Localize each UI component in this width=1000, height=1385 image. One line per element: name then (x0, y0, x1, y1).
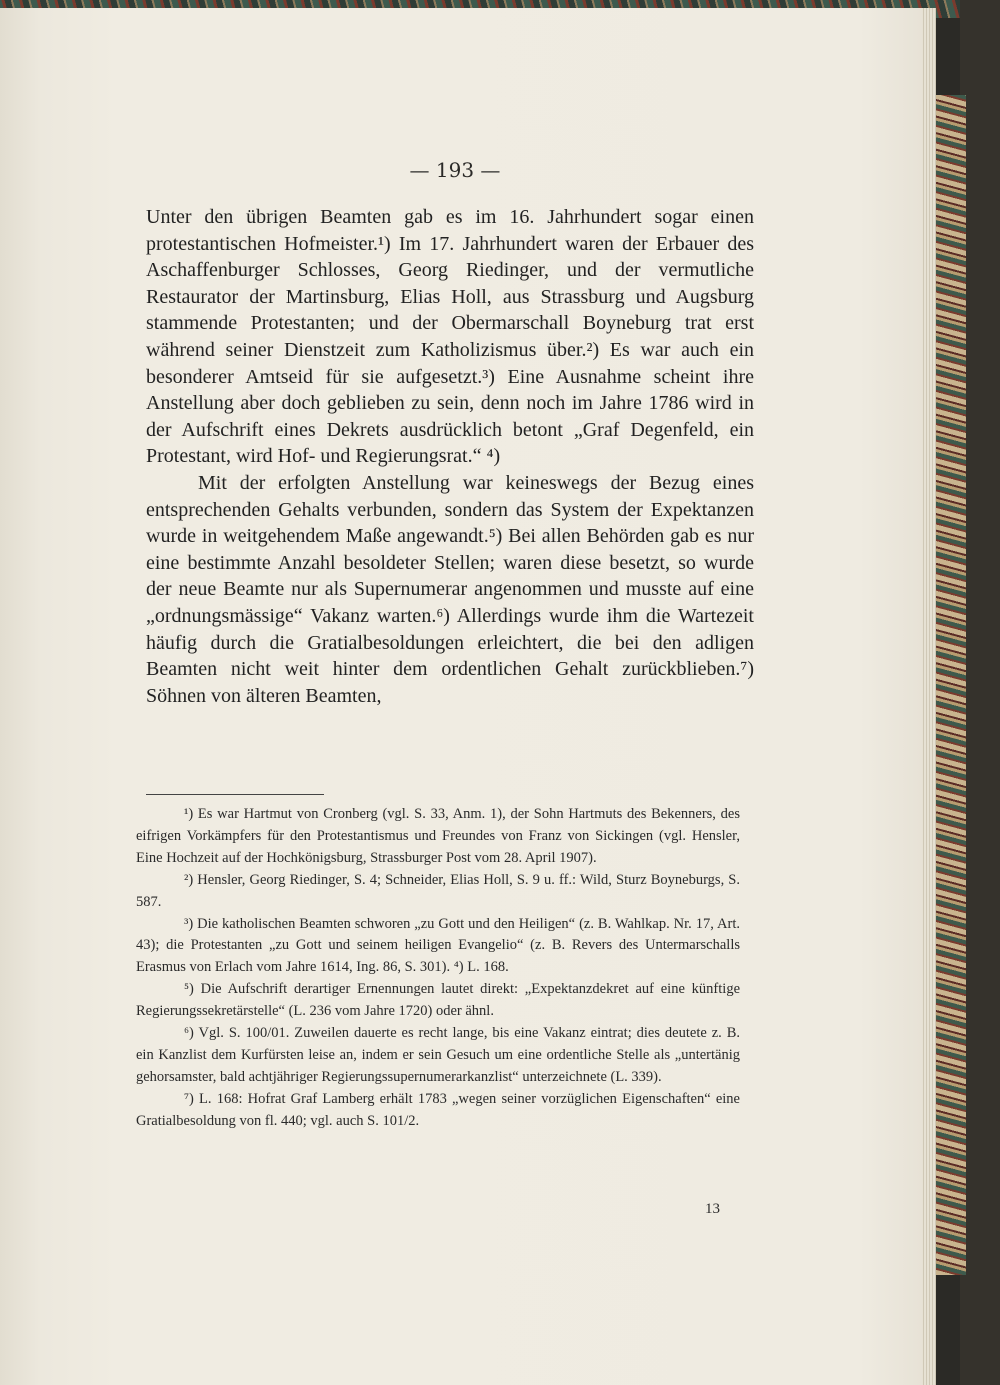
paragraph-2: Mit der erfolgten Anstellung war keineswegs der Bezug eines entsprechenden Gehalts verbunden, sondern das System der Expektanzen wurde in weitgehendem Maße angewandt.⁵) Bei allen Behörden gab es nur eine bestimmte Anzahl besoldeter Stellen; waren diese besetzt, so wurde der neue Beamte nur als Supernumerar angenommen und musste auf eine „ordnungsmässige“ Vakanz warten.⁶) Allerdings wurde ihm die Wartezeit häufig durch die Gratialbesoldungen erleichtert, die bei den adligen Beamten nicht weit hinter dem ordentlichen Gehalt zurückblieben.⁷) Söhnen von älteren Beamten, (146, 471, 754, 707)
footnotes (136, 804, 740, 1133)
book-cover-edge (960, 0, 1000, 1385)
footnote-1: ¹) Es war Hartmut von Cronberg (vgl. S. 33, Anm. 1), der Sohn Hartmuts des Bekenners, des eifrigen Vorkämpfers für den Protestantismus und Freundes von Franz von Sickingen (vgl. Hensler, Eine Hochzeit auf der Hochkönigsburg, Strassburger Post vom 28. April 1907). (136, 806, 740, 866)
footnote-separator (146, 794, 324, 795)
marbled-cover-right (936, 95, 966, 1275)
footnote-7: ⁷) L. 168: Hofrat Graf Lamberg erhält 1783 „wegen seiner vorzüglichen Eigenschaften“ eine Gratialbesoldung von fl. 440; vgl. auch S. 101/2. (136, 1090, 740, 1129)
footnote-6: ⁶) Vgl. S. 100/01. Zuweilen dauerte es recht lange, bis eine Vakanz eintrat; dies deutete z. B. ein Kanzlist dem Kurfürsten leise an, indem er sein Gesuch um eine ordentliche Stelle als „untertänig gehorsamster, bald achtjähriger Regierungssupernumerarkanzlist“ unterzeichnete (L. 339). (136, 1025, 740, 1085)
footnote-5: ⁵) Die Aufschrift derartiger Ernennungen lautet direkt: „Expektanzdekret auf eine künftige Regierungssekretärstelle“ (L. 236 vom Jahre 1720) oder ähnl. (136, 981, 740, 1020)
body-text (146, 204, 754, 709)
footnote-3: ³) Die katholischen Beamten schworen „zu Gott und den Heiligen“ (z. B. Wahlkap. Nr. 17, Art. 43); die Protestanten „zu Gott und seinem heiligen Evangelio“ (z. B. Revers des Untermarschalls Erasmus von Erlach vom Jahre 1614, Ing. 86, S. 301). ⁴) L. 168. (136, 915, 740, 976)
paragraph-1: Unter den übrigen Beamten gab es im 16. Jahrhundert sogar einen protestantischen Hofmeister.¹) Im 17. Jahrhundert waren der Erbauer des Aschaffenburger Schlosses, Georg Riedinger, und der vermutliche Restaurator der Martinsburg, Elias Holl, aus Strassburg und Augsburg stammende Protestanten; und der Obermarschall Boyneburg trat erst während seiner Dienstzeit zum Katholizismus über.²) Es war auch ein besonderer Amtseid für sie aufgesetzt.³) Eine Ausnahme scheint ihre Anstellung aber doch geblieben zu sein, denn noch im Jahre 1786 wird in der Aufschrift eines Dekrets ausdrücklich betont „Graf Degenfeld, ein Protestant, wird Hof- und Regierungsrat.“ ⁴) (146, 206, 754, 468)
page-number: — 193 — (409, 158, 501, 182)
printer-signature: 13 (705, 1201, 720, 1217)
footnote-2: ²) Hensler, Georg Riedinger, S. 4; Schneider, Elias Holl, S. 9 u. ff.: Wild, Sturz Boyneburgs, S. 587. (136, 871, 740, 910)
book-page (0, 8, 922, 1385)
